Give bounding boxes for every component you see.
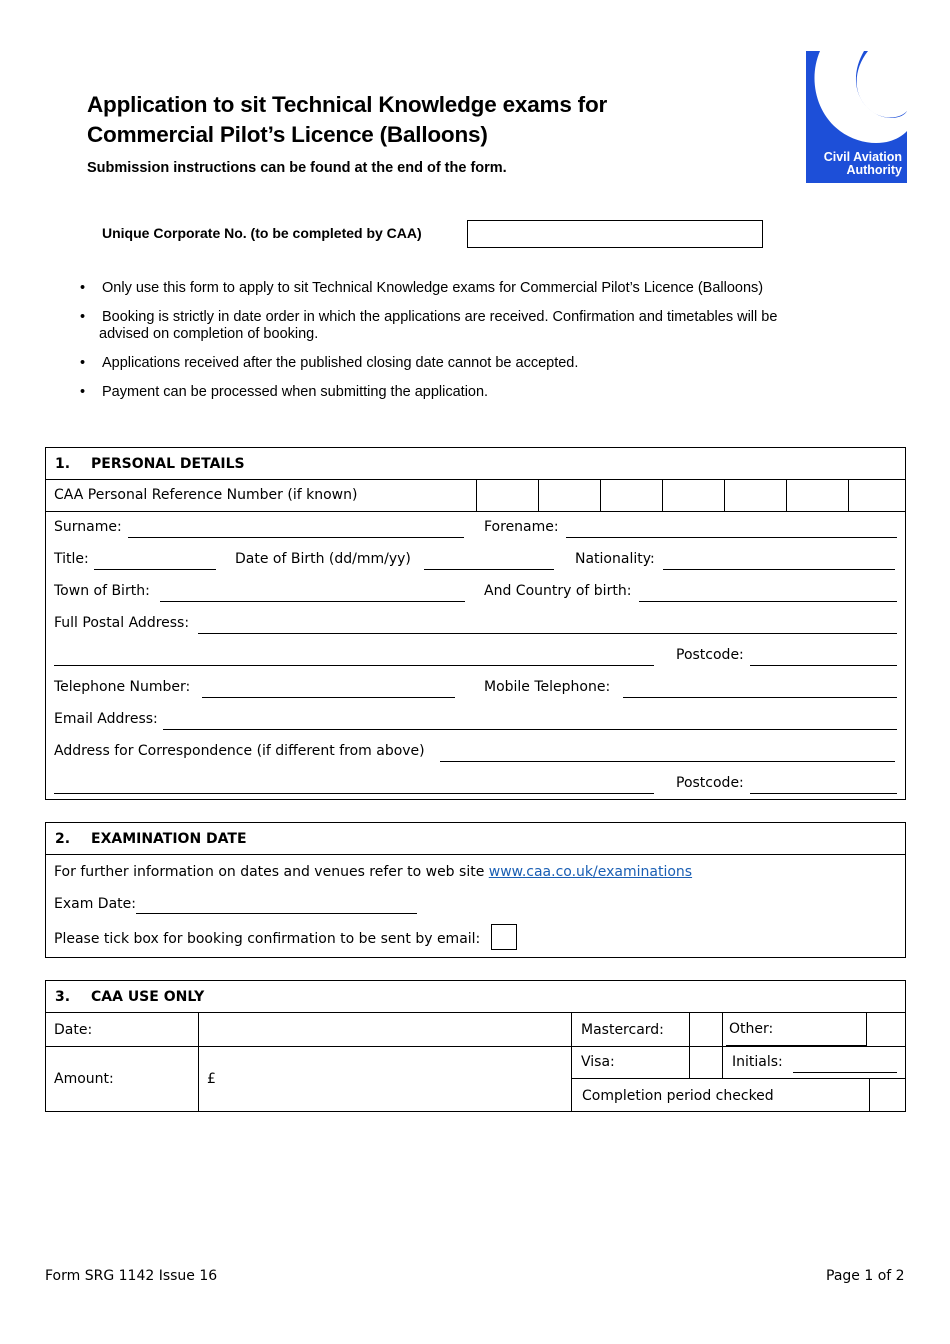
exam-info: For further information on dates and venues refer to web site www.caa.co.uk/examinations xyxy=(54,864,693,880)
address-label: Full Postal Address: xyxy=(54,615,190,631)
address-field[interactable] xyxy=(198,633,897,634)
address-field-2[interactable] xyxy=(54,665,654,666)
divider xyxy=(46,1046,571,1047)
mobile-field[interactable] xyxy=(623,697,897,698)
page-number: Page 1 of 2 xyxy=(826,1268,905,1284)
section-2-heading: 2. EXAMINATION DATE xyxy=(46,823,905,855)
date-label: Date: xyxy=(54,1022,93,1038)
corr-address-field[interactable] xyxy=(440,761,895,762)
currency-symbol: £ xyxy=(207,1071,216,1087)
tick-label: Please tick box for booking confirmation to be sent by email: xyxy=(54,931,481,947)
ucn-label: Unique Corporate No. (to be completed by CAA) xyxy=(102,225,422,241)
ref-number-cells xyxy=(476,480,910,511)
exam-date-label: Exam Date: xyxy=(54,896,136,912)
divider xyxy=(571,1078,906,1079)
ref-cell[interactable] xyxy=(538,480,600,511)
email-field[interactable] xyxy=(163,729,897,730)
email-confirmation-checkbox[interactable] xyxy=(491,924,517,950)
bullet-item: • Applications received after the published closing date cannot be accepted. xyxy=(80,355,579,371)
form-number: Form SRG 1142 Issue 16 xyxy=(45,1268,218,1284)
town-field[interactable] xyxy=(160,601,465,602)
logo-text xyxy=(824,151,902,177)
title-line-2: Commercial Pilot’s Licence (Balloons) xyxy=(87,122,488,147)
subtitle: Submission instructions can be found at the end of the form. xyxy=(87,160,507,176)
ref-cell[interactable] xyxy=(662,480,724,511)
dob-field[interactable] xyxy=(424,569,554,570)
divider xyxy=(869,1078,870,1111)
postcode2-field[interactable] xyxy=(750,793,897,794)
logo-line-2: Authority xyxy=(846,163,902,177)
telephone-label: Telephone Number: xyxy=(54,679,191,695)
postcode-field[interactable] xyxy=(750,665,897,666)
divider xyxy=(722,1013,723,1078)
country-label: And Country of birth: xyxy=(484,583,632,599)
nationality-field[interactable] xyxy=(663,569,895,570)
email-label: Email Address: xyxy=(54,711,158,727)
corr-address-field-2[interactable] xyxy=(54,793,654,794)
personal-details-section xyxy=(45,447,906,800)
divider xyxy=(726,1045,866,1046)
divider xyxy=(198,1013,199,1111)
initials-field[interactable] xyxy=(793,1072,897,1073)
caa-logo xyxy=(806,51,907,183)
exam-date-field[interactable] xyxy=(136,913,417,914)
town-label: Town of Birth: xyxy=(54,583,150,599)
country-field[interactable] xyxy=(639,601,897,602)
other-label: Other: xyxy=(729,1021,774,1037)
exam-date-section xyxy=(45,822,906,958)
divider xyxy=(689,1013,690,1078)
visa-label: Visa: xyxy=(581,1054,615,1070)
postcode-label: Postcode: xyxy=(676,647,744,663)
logo-line-1: Civil Aviation xyxy=(823,150,902,164)
ref-cell[interactable] xyxy=(476,480,538,511)
title-label: Title: xyxy=(54,551,89,567)
section-3-heading: 3. CAA USE ONLY xyxy=(46,981,905,1013)
caa-use-section xyxy=(45,980,906,1112)
ref-cell[interactable] xyxy=(724,480,786,511)
section-1-heading: 1. PERSONAL DETAILS xyxy=(46,448,905,480)
divider xyxy=(571,1046,906,1047)
forename-field[interactable] xyxy=(566,537,897,538)
surname-field[interactable] xyxy=(128,537,464,538)
dob-label: Date of Birth (dd/mm/yy) xyxy=(235,551,411,567)
instructions-list xyxy=(80,280,860,413)
bullet-item: • Only use this form to apply to sit Technical Knowledge exams for Commercial Pilot’s Licence (Balloons) xyxy=(80,280,764,296)
corr-address-label: Address for Correspondence (if different from above) xyxy=(54,743,425,759)
title-line-1: Application to sit Technical Knowledge exams for xyxy=(87,92,608,117)
amount-label: Amount: xyxy=(54,1071,114,1087)
nationality-label: Nationality: xyxy=(575,551,655,567)
telephone-field[interactable] xyxy=(202,697,455,698)
bullet-item: • Payment can be processed when submitting the application. xyxy=(80,384,489,400)
divider xyxy=(866,1013,867,1046)
examinations-link[interactable]: www.caa.co.uk/examinations xyxy=(488,864,693,880)
mobile-label: Mobile Telephone: xyxy=(484,679,611,695)
mastercard-label: Mastercard: xyxy=(581,1022,664,1038)
ref-cell[interactable] xyxy=(848,480,910,511)
title-field[interactable] xyxy=(94,569,216,570)
initials-label: Initials: xyxy=(732,1054,783,1070)
forename-label: Forename: xyxy=(484,519,559,535)
ucn-input[interactable] xyxy=(467,220,763,248)
postcode2-label: Postcode: xyxy=(676,775,744,791)
form-title xyxy=(87,90,607,150)
surname-label: Surname: xyxy=(54,519,122,535)
ref-cell[interactable] xyxy=(600,480,662,511)
divider xyxy=(571,1013,572,1111)
ref-cell[interactable] xyxy=(786,480,848,511)
bullet-item: • Booking is strictly in date order in which the applications are received. Confirmation and timetables will be advised on completion of booking. xyxy=(80,309,778,342)
completion-label: Completion period checked xyxy=(582,1088,774,1104)
ref-label: CAA Personal Reference Number (if known) xyxy=(54,487,358,503)
